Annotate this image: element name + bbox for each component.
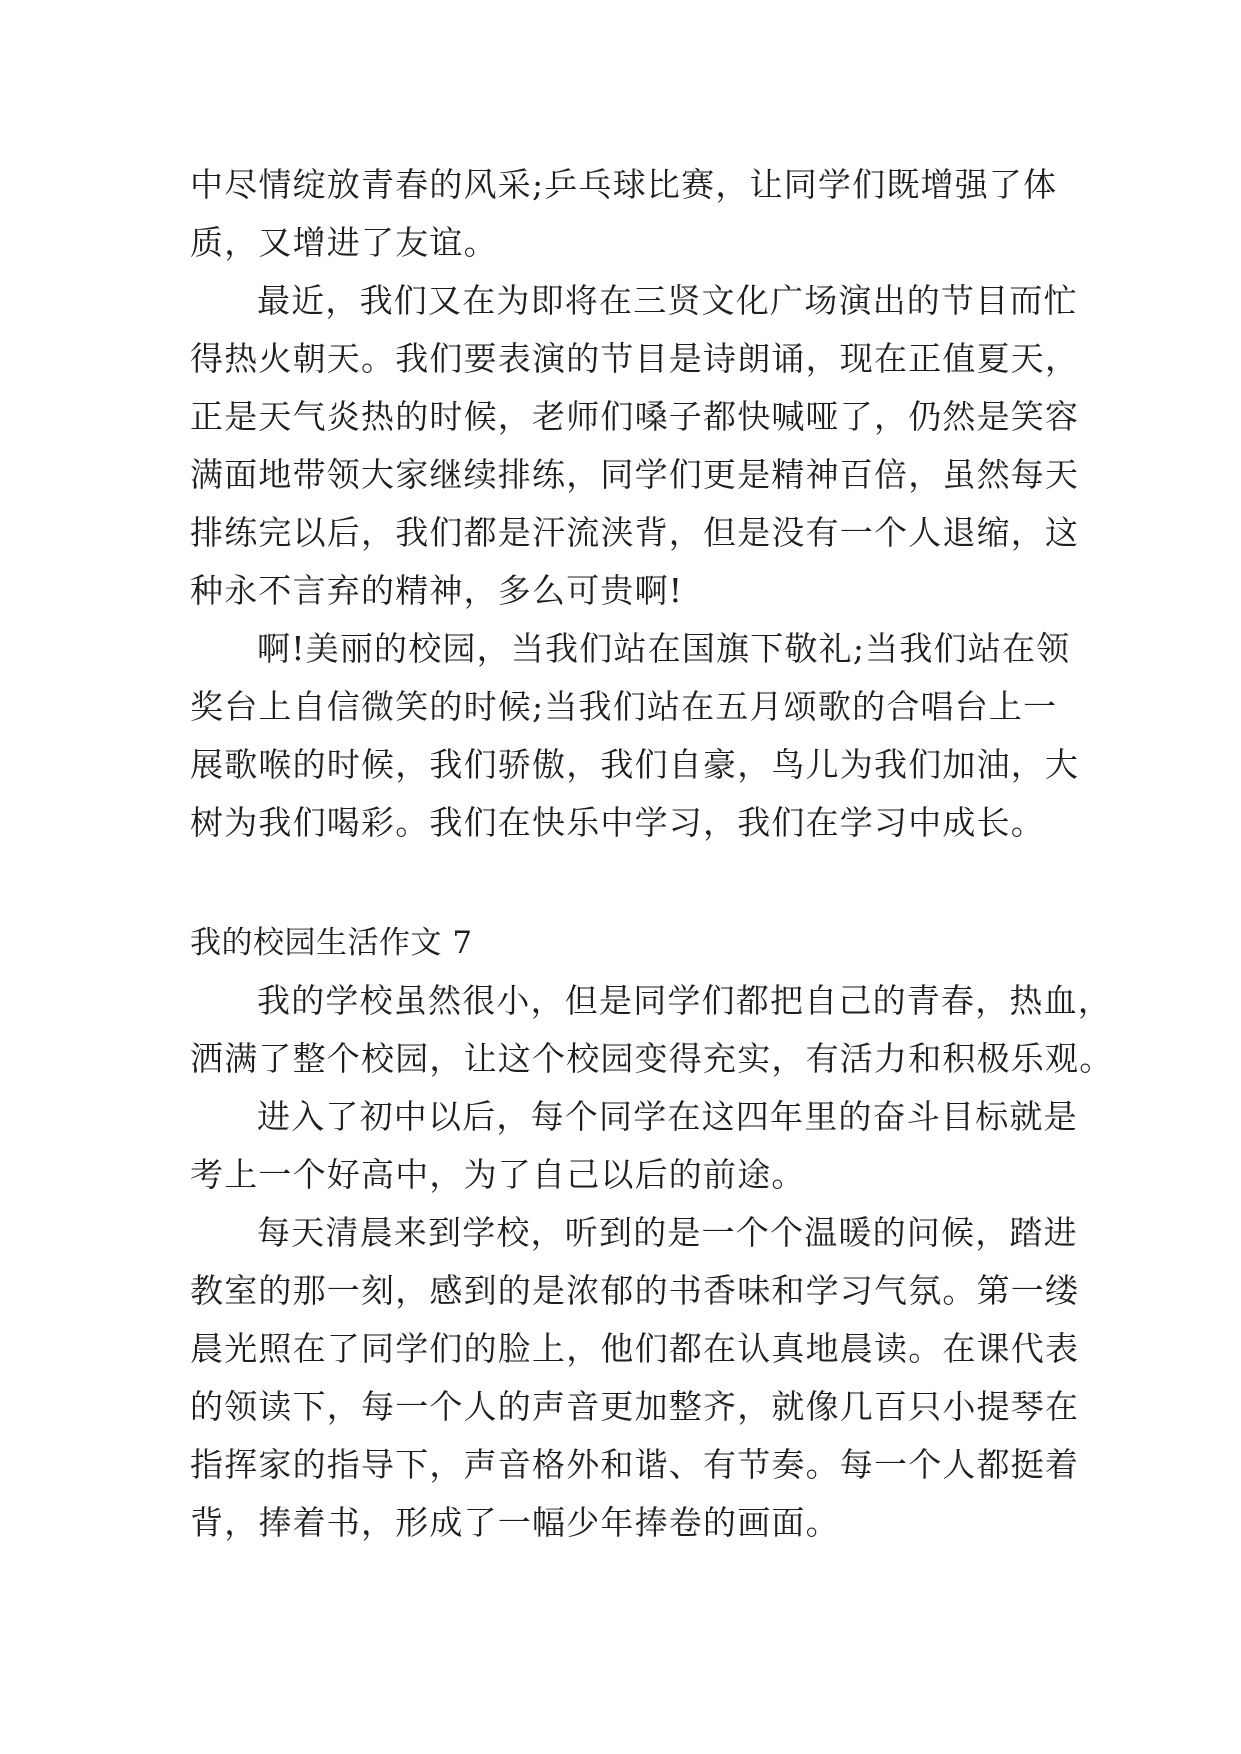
text-line: 背，捧着书，形成了一幅少年捧卷的画面。 (190, 1503, 840, 1542)
paragraph (190, 272, 1080, 620)
text-line: 的领读下，每一个人的声音更加整齐，就像几百只小提琴在 (190, 1387, 1080, 1426)
text-line: 教室的那一刻，感到的是浓郁的书香味和学习气氛。第一缕 (190, 1271, 1080, 1310)
text-line: 展歌喉的时候，我们骄傲，我们自豪，鸟儿为我们加油，大 (190, 745, 1080, 784)
text-line: 得热火朝天。我们要表演的节目是诗朗诵，现在正值夏天， (190, 339, 1080, 378)
paragraph (190, 620, 1080, 852)
text-line: 晨光照在了同学们的脸上，他们都在认真地晨读。在课代表 (190, 1329, 1080, 1368)
text-line: 进入了初中以后，每个同学在这四年里的奋斗目标就是 (257, 1097, 1078, 1136)
text-line: 奖台上自信微笑的时候;当我们站在五月颂歌的合唱台上一 (190, 687, 1058, 726)
paragraph (190, 1204, 1080, 1552)
text-line: 啊!美丽的校园，当我们站在国旗下敬礼;当我们站在领 (257, 629, 1071, 668)
paragraph (190, 972, 1114, 1088)
text-line: 树为我们喝彩。我们在快乐中学习，我们在学习中成长。 (190, 803, 1045, 842)
text-line: 中尽情绽放青春的风采;乒乓球比赛，让同学们既增强了体 (190, 165, 1058, 204)
text-line: 种永不言弃的精神，多么可贵啊! (190, 571, 684, 610)
paragraph (190, 156, 1058, 272)
text-line: 每天清晨来到学校，听到的是一个个温暖的问候，踏进 (257, 1213, 1078, 1252)
text-line: 洒满了整个校园，让这个校园变得充实，有活力和积极乐观。 (190, 1039, 1114, 1078)
essay-title: 我的校园生活作文 7 (190, 925, 473, 961)
text-line: 考上一个好高中，为了自己以后的前途。 (190, 1155, 806, 1194)
text-line: 质，又增进了友谊。 (190, 223, 498, 262)
paragraph (190, 1088, 1078, 1204)
text-line: 满面地带领大家继续排练，同学们更是精神百倍，虽然每天 (190, 455, 1080, 494)
text-line: 最近，我们又在为即将在三贤文化广场演出的节目而忙 (257, 281, 1078, 320)
text-line: 指挥家的指导下，声音格外和谐、有节奏。每一个人都挺着 (190, 1445, 1080, 1484)
document-page (190, 156, 1114, 1552)
section-spacer (190, 852, 1052, 914)
text-line: 我的学校虽然很小，但是同学们都把自己的青春，热血， (257, 981, 1112, 1020)
text-line: 排练完以后，我们都是汗流浃背，但是没有一个人退缩，这 (190, 513, 1080, 552)
text-line: 正是天气炎热的时候，老师们嗓子都快喊哑了，仍然是笑容 (190, 397, 1080, 436)
